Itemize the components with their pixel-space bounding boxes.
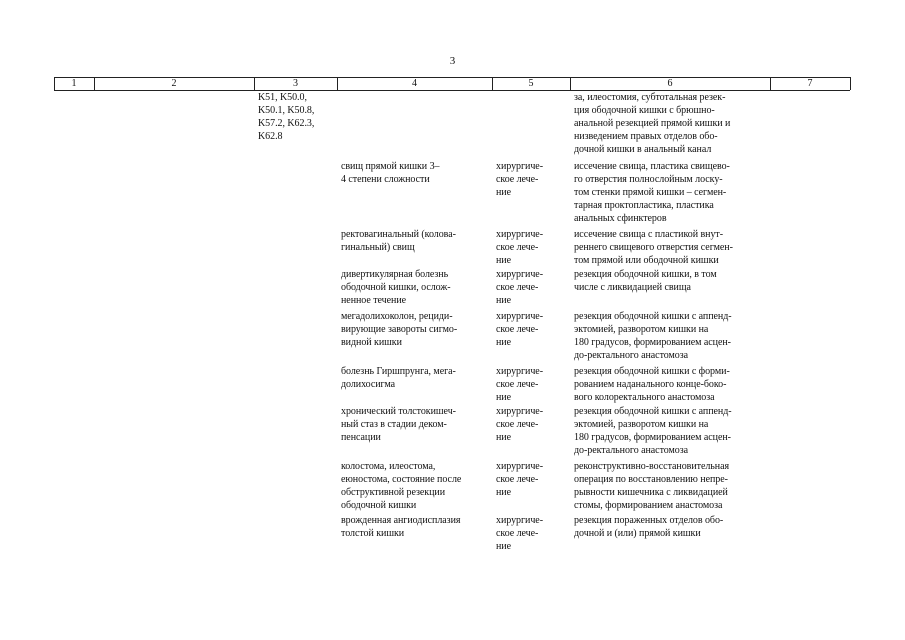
row-3-treatment: хирургиче- ское лече- ние <box>496 229 543 266</box>
column-header-2: 2 <box>171 78 177 89</box>
row-2-method: иссечение свища, пластика свищево- го отверстия полнослойным лоску- том стенки прямой кишки – сегмен- тарная проктопластика, пластика анальных сфинктеров <box>574 161 730 224</box>
column-header-3: 3 <box>293 78 298 89</box>
row-6-treatment: хирургиче- ское лече- ние <box>496 366 543 403</box>
row-5-method: резекция ободочной кишки с аппенд- эктомией, разворотом кишки на 180 градусов, формированием асцен- до-ректального анастомоза <box>574 311 732 361</box>
column-header-6: 6 <box>667 78 673 89</box>
row-9-method: резекция пораженных отделов обо- дочной и (или) прямой кишки <box>574 515 724 539</box>
row-4-treatment: хирургиче- ское лече- ние <box>496 269 543 306</box>
row-6-condition: болезнь Гиршпрунга, мега- долихосигма <box>341 366 456 390</box>
diagnosis-codes: K51, K50.0, K50.1, K50.8, K57.2, K62.3, K62.8 <box>258 92 315 142</box>
row-5-treatment: хирургиче- ское лече- ние <box>496 311 543 348</box>
column-separator <box>850 77 851 90</box>
page-number: 3 <box>449 55 456 67</box>
row-9-condition: врожденная ангиодисплазия толстой кишки <box>341 515 461 539</box>
row-8-method: реконструктивно-восстановительная операция по восстановлению непре- рывности кишечника с ликвидацией стомы, формированием анастомоза <box>574 461 730 511</box>
row-5-condition: мегадолихоколон, рециди- вирующие завороты сигмо- видной кишки <box>341 311 458 348</box>
row-2-condition: свищ прямой кишки 3– 4 степени сложности <box>341 161 440 185</box>
row-9-treatment: хирургиче- ское лече- ние <box>496 515 543 552</box>
row-4-condition: дивертикулярная болезнь ободочной кишки, ослож- ненное течение <box>341 269 451 306</box>
column-header-7: 7 <box>807 78 813 89</box>
row-3-condition: ректовагинальный (колова- гинальный) свищ <box>341 229 456 253</box>
row-8-treatment: хирургиче- ское лече- ние <box>496 461 543 498</box>
column-header-5: 5 <box>528 78 534 89</box>
row-2-treatment: хирургиче- ское лече- ние <box>496 161 543 198</box>
row-3-method: иссечение свища с пластикой внут- реннего свищевого отверстия сегмен- том прямой или ободочной кишки <box>574 229 733 266</box>
row-1-method: за, илеостомия, субтотальная резек- ция ободочной кишки с брюшно- анальной резекцией прямой кишки и низведением правых отделов обо- дочной кишки в анальный канал <box>574 92 731 155</box>
row-7-condition: хронический толстокишеч- ный стаз в стадии деком- пенсации <box>341 406 456 443</box>
row-6-method: резекция ободочной кишки с форми- рованием наданального конце-боко- вого колоректального анастомоза <box>574 366 730 403</box>
column-header-4: 4 <box>412 78 417 89</box>
row-8-condition: колостома, илеостома, еюностома, состояние после обструктивной резекции ободочной кишки <box>341 461 462 511</box>
row-7-method: резекция ободочной кишки с аппенд- эктомией, разворотом кишки на 180 градусов, формированием асцен- до-ректального анастомоза <box>574 406 732 456</box>
column-header-1: 1 <box>71 78 77 89</box>
row-4-method: резекция ободочной кишки, в том числе с ликвидацией свища <box>574 269 717 293</box>
row-7-treatment: хирургиче- ское лече- ние <box>496 406 543 443</box>
